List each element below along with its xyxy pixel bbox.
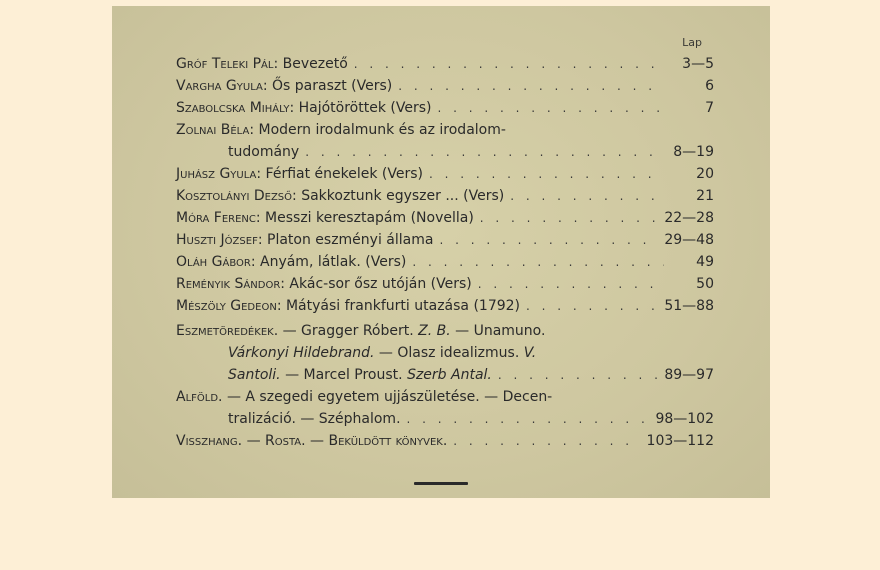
section-label: Eszmetöredékek. — [176, 323, 279, 339]
toc-entry — [176, 56, 714, 78]
toc-entry — [176, 122, 714, 166]
toc-entry — [176, 210, 714, 232]
entry-author: Santoli. — [228, 367, 281, 383]
decorative-rule — [414, 482, 468, 485]
entry-author: V. — [523, 345, 537, 361]
section-label: Alföld. — [176, 389, 223, 405]
page-range: 7 — [705, 100, 714, 116]
toc-entry — [176, 254, 714, 276]
entry-title: : Bevezető — [273, 56, 348, 72]
page-range: 22—28 — [664, 210, 714, 226]
toc-entry — [176, 276, 714, 298]
entry-title: : Akác-sor ősz utóján (Vers) — [280, 276, 472, 292]
entry-title: : Férfiat énekelek (Vers) — [256, 166, 423, 182]
page-range: 6 — [705, 78, 714, 94]
entry-text: — A szegedi egyetem ujjászületése. — Decen- — [222, 389, 553, 405]
toc-entry — [176, 232, 714, 254]
page-range: 21 — [696, 188, 714, 204]
page-range: 20 — [696, 166, 714, 182]
entry-author: Reményik Sándor — [176, 276, 281, 292]
page-range: 49 — [696, 254, 714, 270]
entry-text: — Olasz idealizmus. — [374, 345, 524, 361]
entry-author: Vargha Gyula — [176, 78, 263, 94]
entry-author: Oláh Gábor — [176, 254, 251, 270]
toc-entry — [176, 188, 714, 210]
entry-author: Juhász Gyula — [176, 166, 257, 182]
page-range: 51—88 — [664, 298, 714, 314]
entry-author: Gróf Teleki Pál — [176, 56, 274, 72]
entry-author: Kosztolányi Dezső — [176, 188, 293, 204]
entry-author: Huszti József — [176, 232, 258, 248]
page-range: 103—112 — [646, 433, 714, 449]
entry-title: : Anyám, látlak. (Vers) — [250, 254, 407, 270]
section-label: Visszhang. — Rosta. — Beküldött könyvek. — [176, 433, 448, 449]
entry-author: Zolnai Béla — [176, 122, 250, 138]
entry-text: — Marcel Proust. — [280, 367, 408, 383]
entry-author-initials: Z. B. — [418, 323, 451, 339]
entry-text: tralizáció. — Széphalom. — [228, 411, 401, 427]
scanned-page — [112, 6, 770, 498]
entry-title: : Messzi keresztapám (Novella) — [255, 210, 474, 226]
entry-title: : Modern irodalmunk és az irodalom- — [249, 122, 506, 138]
toc-entry — [176, 100, 714, 122]
page-range: 50 — [696, 276, 714, 292]
page-range: 3—5 — [682, 56, 714, 72]
page-column-header: Lap — [682, 36, 702, 49]
entry-author: Szerb Antal. — [407, 367, 492, 383]
entry-title: : Sakkoztunk egyszer ... (Vers) — [292, 188, 505, 204]
entry-title: : Mátyási frankfurti utazása (1792) — [276, 298, 521, 314]
toc-entry — [176, 298, 714, 320]
page-range: 89—97 — [664, 367, 714, 383]
toc-entry-visszhang — [176, 433, 714, 455]
entry-title: : Hajótöröttek (Vers) — [289, 100, 432, 116]
toc-entry-eszmetoredekek — [176, 323, 714, 389]
page-range: 8—19 — [673, 144, 714, 160]
toc-entry — [176, 78, 714, 100]
page-range: 29—48 — [664, 232, 714, 248]
entry-author: Szabolcska Mihály — [176, 100, 290, 116]
entry-text: — Gragger Róbert. — [278, 323, 419, 339]
entry-author: Móra Ferenc — [176, 210, 256, 226]
entry-text: — Unamuno. — [450, 323, 546, 339]
page-range: 98—102 — [655, 411, 714, 427]
entry-author: Mészöly Gedeon — [176, 298, 277, 314]
entry-title: tudomány — [228, 144, 300, 160]
entry-author: Várkonyi Hildebrand. — [228, 345, 375, 361]
toc-entry-alfold — [176, 389, 714, 433]
entry-title: : Platon eszményi állama — [257, 232, 434, 248]
toc-entry — [176, 166, 714, 188]
entry-title: : Ős paraszt (Vers) — [262, 78, 393, 94]
